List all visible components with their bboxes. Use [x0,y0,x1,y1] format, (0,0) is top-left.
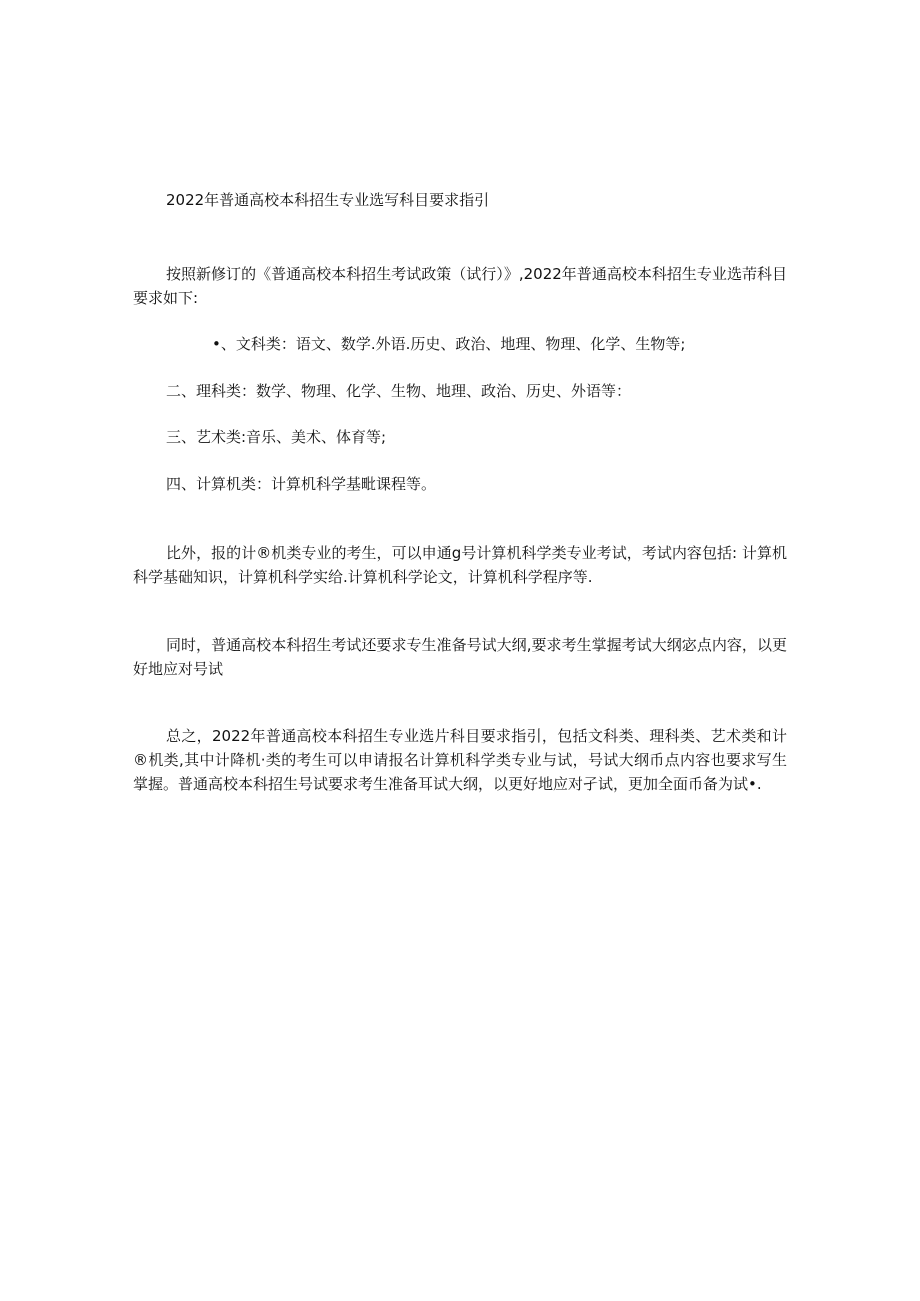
list-item-arts: 三、艺术类:音乐、美术、体育等; [166,428,387,446]
document-title: 2022年普通高校本科招生专业选写科目要求指引 [166,191,490,209]
computer-exam-paragraph: 比外，报的计®机类专业的考生，可以申通g号计算机科学类专业考试，考试内容包括: 计算机科学基础知识，计算机科学实给.计算机科学论文，计算机科学程序等. [133,544,787,586]
list-item-computer: 四、计算机类：计算机科学基毗课程等。 [166,475,437,493]
exam-outline-paragraph: 同时，普通高校本科招生考试还要求专生准备号试大纲,要求考生掌握考试大纲宓点内容，以更好地应对号试 [133,636,787,678]
intro-paragraph: 按照新修订的《普通高校本科招生考试政策（试行）》,2022年普通高校本科招生专业选芾科目要求如下: [133,265,787,307]
summary-paragraph: 总之，2022年普通高校本科招生专业选片科目要求指引，包括文科类、理科类、艺术类和计®机类,其中计降机·类的考生可以申请报名计算机科学类专业与试，号试大纲币点内容也要求写生掌握。普通高校本科招生号试要求考生准备耳试大纲，以更好地应对孑试，更加全面币备为试•. [133,727,787,793]
list-item-liberal-arts: •、文科类：语文、数学.外语.历史、政治、地理、物理、化学、生物等; [212,335,686,353]
list-item-science: 二、理科类：数学、物理、化学、生物、地理、政治、历史、外语等： [166,382,632,400]
